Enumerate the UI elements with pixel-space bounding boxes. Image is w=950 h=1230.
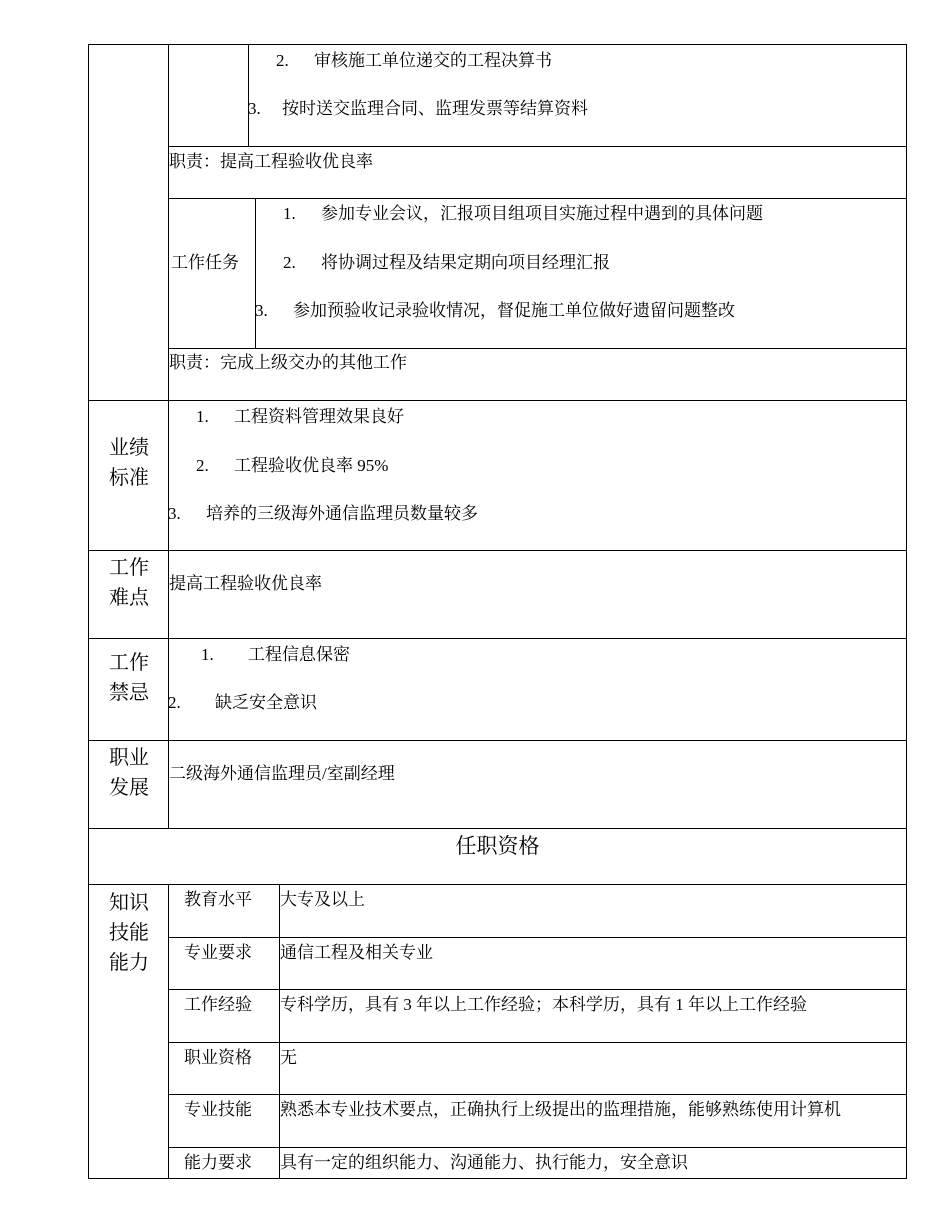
list-item: 2. 审核施工单位递交的工程决算书 [276, 51, 552, 70]
list-item: 1. 工程信息保密 [201, 645, 350, 664]
qual-row-value: 无 [280, 1048, 297, 1067]
qual-row-label: 能力要求 [184, 1153, 252, 1172]
row-divider [88, 828, 907, 829]
qual-row-value: 专科学历，具有 3 年以上工作经验；本科学历，具有 1 年以上工作经验 [280, 995, 807, 1014]
qual-row-divider [168, 1094, 907, 1095]
career-label: 职业 发展 [109, 747, 149, 799]
task-item: 1. 参加专业会议，汇报项目组项目实施过程中遇到的具体问题 [283, 204, 763, 223]
qualifications-title: 任职资格 [455, 834, 540, 858]
row-divider [168, 198, 907, 199]
career-text: 二级海外通信监理员/室副经理 [169, 764, 395, 783]
list-item: 2. 工程验收优良率 95% [196, 456, 389, 475]
performance-label: 业绩 标准 [109, 437, 149, 489]
label-column-divider-lower [168, 884, 169, 1179]
task-item: 3. 参加预验收记录验收情况，督促施工单位做好遗留问题整改 [255, 301, 735, 320]
qual-row-value: 具有一定的组织能力、沟通能力、执行能力，安全意识 [280, 1153, 688, 1172]
qual-row-label: 职业资格 [184, 1048, 252, 1067]
list-item: 1. 工程资料管理效果良好 [196, 407, 404, 426]
row-divider [88, 400, 907, 401]
qual-subcell-divider [279, 884, 280, 1179]
difficulty-text: 提高工程验收优良率 [169, 574, 322, 593]
row-divider [88, 740, 907, 741]
task-item: 2. 将协调过程及结果定期向项目经理汇报 [283, 253, 610, 272]
task-subcell-divider [255, 198, 256, 348]
qual-row-divider [168, 989, 907, 990]
qual-row-value: 通信工程及相关专业 [280, 943, 433, 962]
row-divider [168, 146, 907, 147]
row-divider [168, 348, 907, 349]
qual-row-label: 工作经验 [184, 995, 252, 1014]
qual-row-divider [168, 937, 907, 938]
difficulty-label: 工作 难点 [109, 557, 149, 609]
list-item: 3. 按时送交监理合同、监理发票等结算资料 [248, 99, 588, 118]
taboo-label: 工作 禁忌 [109, 652, 149, 704]
qual-row-value: 大专及以上 [280, 890, 365, 909]
duty-text: 职责：提高工程验收优良率 [169, 152, 373, 171]
qual-row-value: 熟悉本专业技术要点，正确执行上级提出的监理措施，能够熟练使用计算机 [280, 1100, 841, 1119]
row-divider [88, 550, 907, 551]
qual-row-label: 专业技能 [184, 1100, 252, 1119]
qual-row-divider [168, 1147, 907, 1148]
qual-row-label: 专业要求 [184, 943, 252, 962]
task-label: 工作任务 [171, 253, 239, 272]
duty-text: 职责：完成上级交办的其他工作 [169, 353, 407, 372]
list-item: 2. 缺乏安全意识 [168, 693, 317, 712]
top-subcell-divider [248, 44, 249, 146]
qual-row-label: 教育水平 [184, 890, 252, 909]
row-divider [88, 638, 907, 639]
list-item: 3. 培养的三级海外通信监理员数量较多 [168, 504, 478, 523]
row-divider [88, 884, 907, 885]
qualifications-label: 知识 技能 能力 [109, 892, 149, 974]
qual-row-divider [168, 1042, 907, 1043]
